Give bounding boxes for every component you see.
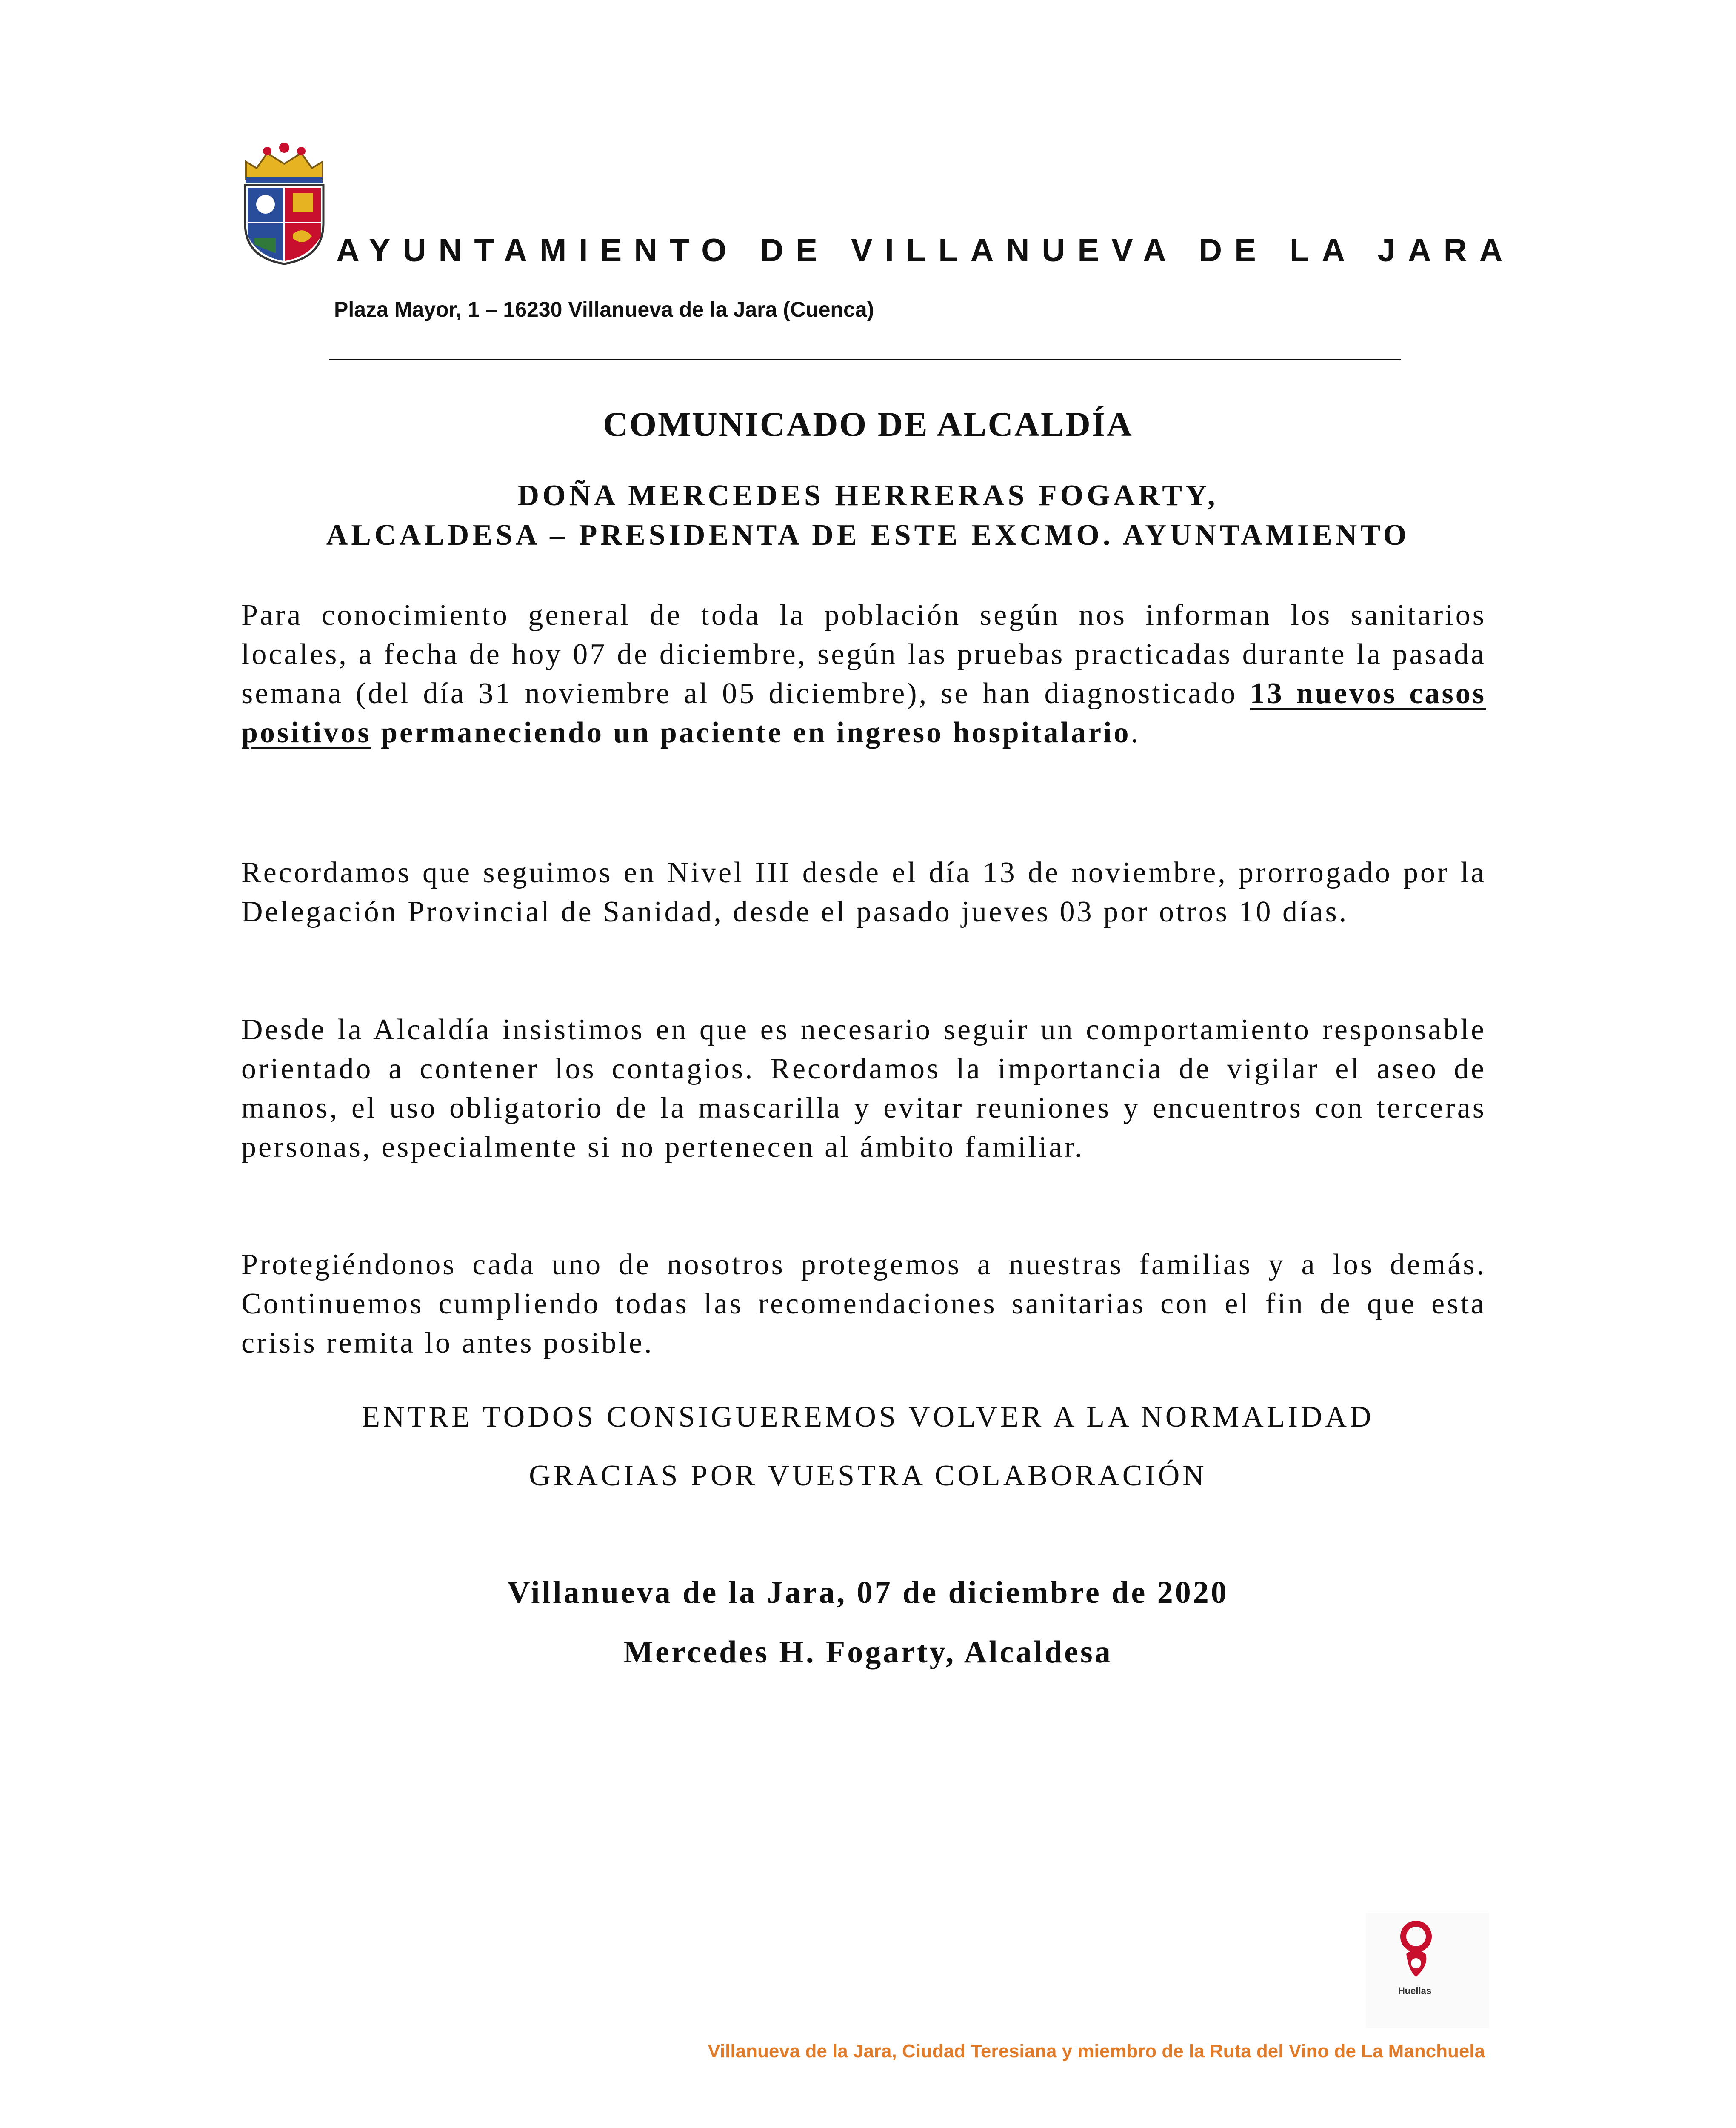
paragraph-protection: Protegiéndonos cada uno de nosotros protegemos a nuestras familias y a los demás. Continuemos cumpliendo todas las recomendaciones sanitarias con el fin de que esta crisis remita lo antes posible. — [241, 1248, 1486, 1359]
closing-line2: GRACIAS POR VUESTRA COLABORACIÓN — [529, 1459, 1207, 1492]
document-title: COMUNICADO DE ALCALDÍA — [603, 405, 1133, 443]
document-subtitle-line2: ALCALDESA – PRESIDENTA DE ESTE EXCMO. AYUNTAMIENTO — [326, 519, 1410, 552]
footer-tagline: Villanueva de la Jara, Ciudad Teresiana y miembro de la Ruta del Vino de La Manchuela — [708, 2041, 1485, 2062]
huellas-logo-icon — [1366, 1913, 1489, 2028]
paragraph-cases-text: Para conocimiento general de toda la población según nos informan los sanitarios locales, a fecha de hoy 07 de diciembre, según las pruebas practicadas durante la pasada semana (del día 31 noviembre al 05 diciembre), se han diagnosticado — [241, 599, 1486, 710]
place-date: Villanueva de la Jara, 07 de diciembre de 2020 — [507, 1575, 1229, 1610]
paragraph-level: Recordamos que seguimos en Nivel III desde el día 13 de noviembre, prorrogado por la Delegación Provincial de Sanidad, desde el pasado jueves 03 por otros 10 días. — [241, 856, 1486, 928]
paragraph-cases-end: . — [1131, 716, 1140, 749]
document-subtitle-line1: DOÑA MERCEDES HERRERAS FOGARTY, — [517, 479, 1219, 512]
organization-name: AYUNTAMIENTO DE VILLANUEVA DE LA JARA — [336, 232, 1515, 269]
signature: Mercedes H. Fogarty, Alcaldesa — [623, 1635, 1113, 1670]
paragraph-recommendations: Desde la Alcaldía insistimos en que es necesario seguir un comportamiento responsable orientado a contener los contagios. Recordamos la importancia de vigilar el aseo de manos, el uso obligatorio de la mascarilla y evitar reuniones y encuentros con terceras personas, especialmente si no pertenecen al ámbito familiar. — [241, 1013, 1486, 1164]
hospital-emphasis: permaneciendo un paciente en ingreso hospitalario — [371, 716, 1131, 749]
coat-of-arms-icon — [237, 138, 331, 266]
header-divider — [329, 359, 1401, 360]
paragraph-cases — [241, 596, 1486, 752]
organization-address: Plaza Mayor, 1 – 16230 Villanueva de la Jara (Cuenca) — [334, 297, 874, 321]
logo-wordmark: Huellas — [1398, 1985, 1432, 1996]
closing-line1: ENTRE TODOS CONSIGUEREMOS VOLVER A LA NORMALIDAD — [362, 1401, 1374, 1433]
new-cases-highlight: 13 nuevos casos positivos — [241, 677, 1486, 749]
